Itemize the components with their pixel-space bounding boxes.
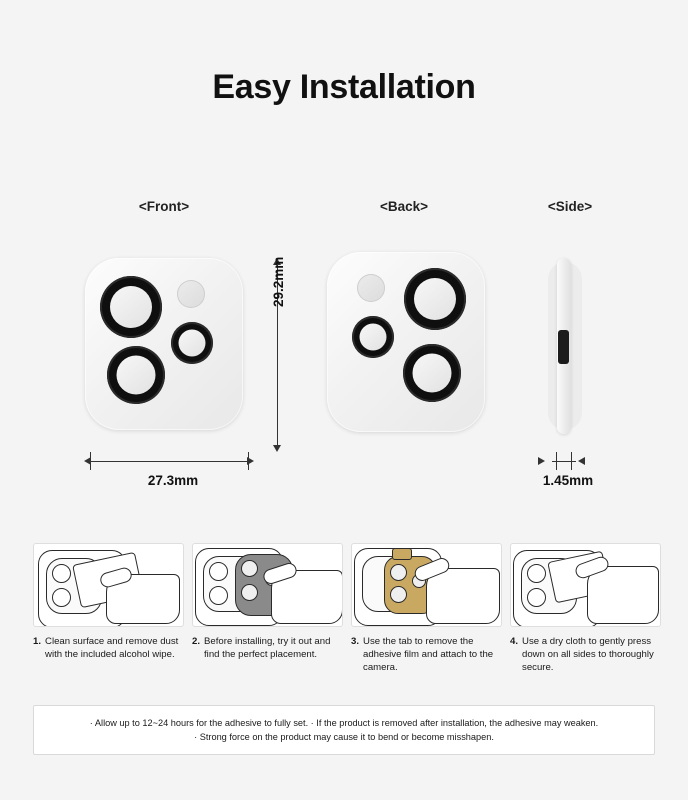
- step-2: [192, 543, 341, 693]
- step-2-illustration: [192, 543, 343, 627]
- step-4-label: Use a dry cloth to gently press down on all sides to thoroughly secure.: [522, 636, 654, 673]
- width-dimension-text: 27.3mm: [147, 473, 199, 488]
- front-flash-dot: [177, 280, 205, 308]
- page-title: Easy Installation: [212, 68, 476, 106]
- footer-note-2: · Strong force on the product may cause it to bend or become misshapen.: [194, 732, 494, 742]
- back-view-protector: [327, 252, 485, 432]
- back-lens-ring-2: [403, 344, 461, 402]
- back-view-label: <Back>: [379, 199, 429, 214]
- step-4: [510, 543, 659, 693]
- step-4-text-row: [510, 635, 659, 674]
- step-1-number: 1.: [33, 636, 42, 647]
- footer-note-1: · Allow up to 12~24 hours for the adhesive to fully set. · If the product is removed after installation, the adhesive may weaken.: [89, 718, 599, 728]
- step-3-text-row: [351, 635, 500, 674]
- front-lens-ring-1: [100, 276, 162, 338]
- thickness-tick-right: [571, 452, 572, 470]
- front-view-label: <Front>: [138, 199, 190, 214]
- step-1-label: Clean surface and remove dust with the included alcohol wipe.: [45, 636, 179, 660]
- step-2-label: Before installing, try it out and find the perfect placement.: [204, 636, 331, 660]
- step-3: [351, 543, 500, 693]
- width-dimension-line: [90, 461, 248, 462]
- step-1-illustration: [33, 543, 184, 627]
- front-lens-ring-3: [171, 322, 213, 364]
- width-tick-right: [248, 452, 249, 470]
- back-flash-dot: [357, 274, 385, 302]
- thickness-tick-left: [556, 452, 557, 470]
- installation-steps: [33, 543, 655, 693]
- step-2-number: 2.: [192, 636, 201, 647]
- step-4-illustration: [510, 543, 661, 627]
- step-3-label: Use the tab to remove the adhesive film and attach to the camera.: [363, 636, 494, 673]
- front-view-protector: [85, 258, 243, 430]
- height-arrow-bottom: [273, 445, 281, 452]
- back-lens-ring-1: [404, 268, 466, 330]
- step-3-illustration: [351, 543, 502, 627]
- step-3-number: 3.: [351, 636, 360, 647]
- thickness-dimension-text: 1.45mm: [542, 473, 594, 488]
- step-2-text-row: [192, 635, 341, 661]
- back-lens-ring-3: [352, 316, 394, 358]
- front-lens-ring-2: [107, 346, 165, 404]
- height-dimension-text: 29.2mm: [271, 256, 286, 307]
- width-tick-left: [90, 452, 91, 470]
- footer-notes: [33, 705, 655, 755]
- step-4-number: 4.: [510, 636, 519, 647]
- side-view-lens-edge: [558, 330, 569, 364]
- thickness-arrow-right: [578, 457, 585, 465]
- thickness-arrow-left: [538, 457, 545, 465]
- step-1: [33, 543, 182, 693]
- step-1-text-row: [33, 635, 182, 661]
- side-view-label: <Side>: [547, 199, 593, 214]
